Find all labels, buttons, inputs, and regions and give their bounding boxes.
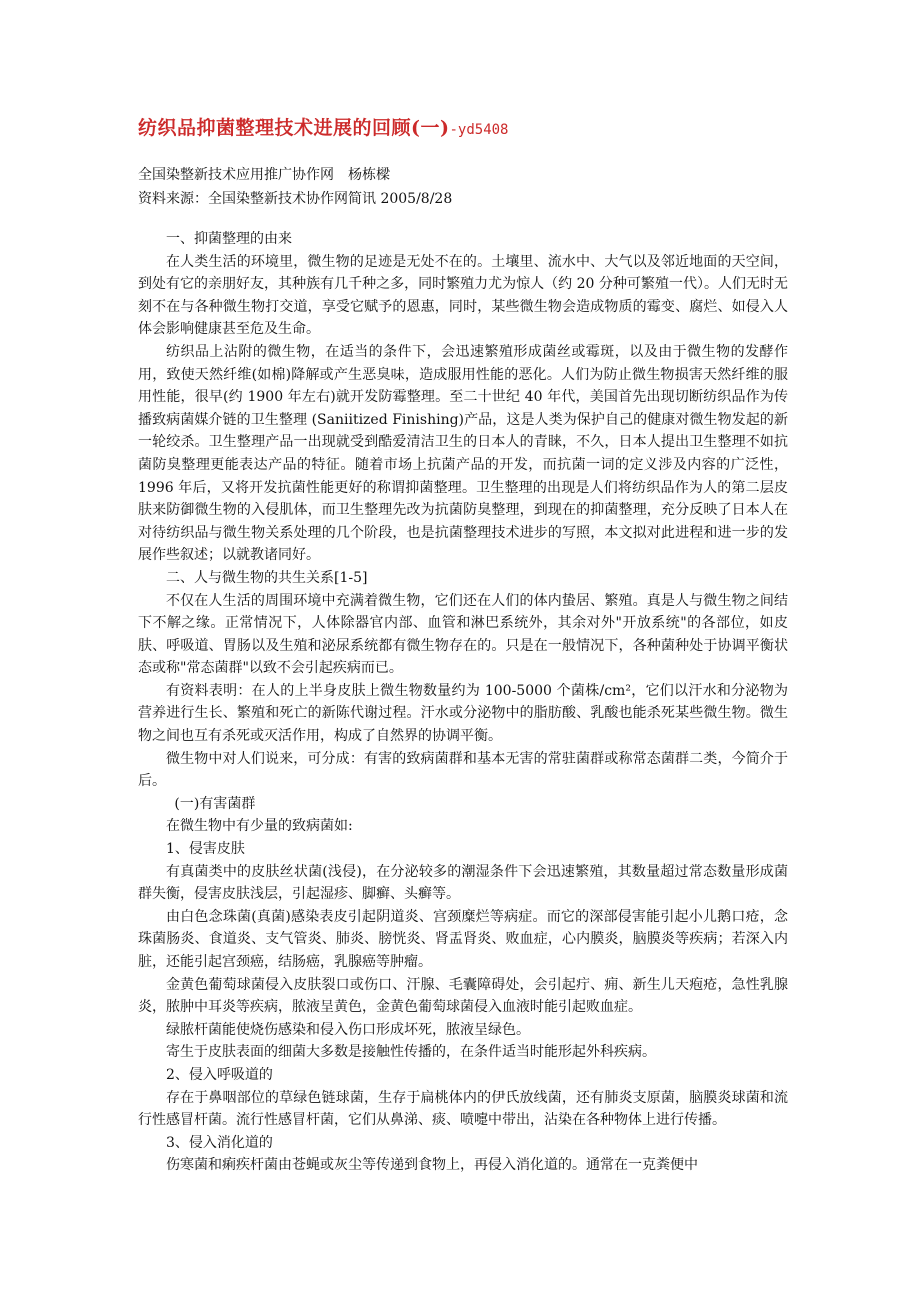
section-heading: 二、人与微生物的共生关系[1-5] — [166, 569, 368, 586]
author-line: 全国染整新技术应用推广协作网 杨栋樑 — [138, 167, 390, 183]
source-line: 资料来源：全国染整新技术协作网简讯 2005/8/28 — [138, 191, 453, 207]
paragraph: 微生物中对人们说来，可分成：有害的致病菌群和基本无害的常驻菌群或称常态菌群二类，今简介于后。 — [138, 750, 788, 790]
paragraph: 寄生于皮肤表面的细菌大多数是接触性传播的，在条件适当时能形起外科疾病。 — [166, 1044, 656, 1061]
numbered-heading: 3、侵入消化道的 — [166, 1134, 273, 1151]
paragraph: 纺织品上沾附的微生物，在适当的条件下，会迅速繁殖形成菌丝或霉斑，以及由于微生物的发酵作用，致使天然纤维(如棉)降解或产生恶臭味，造成服用性能的恶化。人们为防止微生物损害天然纤维的服用性能，很早(约 1900 年左右)就开发防霉整理。至二十世纪 40 年代，美国首先出现切断纺织品作为传播致病菌媒介链的卫生整理 (Saniitized Finishing)产品，这是人类为保护自己的健康对微生物发起的新一轮绞杀。卫生整理产品一出现就受到酷爱清洁卫生的日本人的青睐，不久，日本人提出卫生整理不如抗菌防臭整理更能表达产品的特征。随着市场上抗菌产品的开发，而抗菌一词的定义涉及内容的广泛性，1996 年后，又将开发抗菌性能更好的称谓抑菌整理。卫生整理的出现是人们将纺织品作为人的第二层皮肤来防御微生物的入侵肌体，而卫生整理先改为抗菌防臭整理，到现在的抑菌整理，充分反映了日本人在对待纺织品与微生物关系处理的几个阶段，也是抗菌整理技术进步的写照，本文拟对此进程和进一步的发展作些叙述；以就教诸同好。 — [138, 343, 788, 564]
paragraph: 不仅在人生活的周围环境中充满着微生物，它们还在人们的体内蛰居、繁殖。真是人与微生物之间结下不解之缘。正常情况下，人体除器官内部、血管和淋巴系统外，其余对外"开放系统"的各部位，如皮肤、呼吸道、胃肠以及生殖和泌尿系统都有微生物存在的。只是在一般情况下，各种菌种处于协调平衡状态或称"常态菌群"以致不会引起疾病而已。 — [138, 592, 788, 677]
document-title — [138, 113, 509, 140]
title-text: 纺织品抑菌整理技术进展的回顾(一) — [138, 117, 450, 139]
paragraph: 伤寒菌和痢疾杆菌由苍蝇或灰尘等传递到食物上，再侵入消化道的。通常在一克粪便中 — [166, 1157, 698, 1174]
document-meta — [138, 163, 452, 211]
paragraph: 在微生物中有少量的致病菌如: — [166, 818, 353, 835]
paragraph: 由白色念珠菌(真菌)感染表皮引起阴道炎、宫颈糜烂等病症。而它的深部侵害能引起小儿鹅口疮，念珠菌肠炎、食道炎、支气管炎、肺炎、膀恍炎、肾盂肾炎、败血症，心内膜炎，脑膜炎等疾病；若深入内脏，还能引起宫颈癌，结肠癌，乳腺癌等肿瘤。 — [138, 908, 788, 970]
paragraph: 有资料表明：在人的上半身皮肤上微生物数量约为 100-5000 个菌株/cm²，它们以汗水和分泌物为营养进行生长、繁殖和死亡的新陈代谢过程。汗水或分泌物中的脂肪酸、乳酸也能杀死某些微生物。微生物之间也互有杀死或灭活作用，构成了自然界的协调平衡。 — [138, 682, 788, 745]
paragraph: 有真菌类中的皮肤丝状菌(浅侵)，在分泌较多的潮湿条件下会迅速繁殖，其数量超过常态数量形成菌群失衡，侵害皮肤浅层，引起湿疹、脚癣、头癣等。 — [138, 863, 788, 903]
numbered-heading: 2、侵入呼吸道的 — [166, 1066, 273, 1083]
article-body — [138, 228, 788, 1177]
paragraph: 存在于鼻咽部位的草绿色链球菌，生存于扁桃体内的伊氏放线菌，还有肺炎支原菌，脑膜炎球菌和流行性感冒杆菌。流行性感冒杆菌，它们从鼻涕、痰、喷嚏中带出，沾染在各种物体上进行传播。 — [138, 1089, 788, 1129]
paragraph: 在人类生活的环境里，微生物的足迹是无处不在的。土壤里、流水中、大气以及邻近地面的天空间，到处有它的亲朋好友，其种族有几千种之多，同时繁殖力尤为惊人（约 20 分种可繁殖一代）。人们无时无刻不在与各种微生物打交道，享受它赋予的恩惠，同时，某些微生物会造成物质的霉变、腐烂、如侵入人体会影响健康甚至危及生命。 — [138, 253, 788, 338]
numbered-heading: 1、侵害皮肤 — [166, 841, 245, 858]
paragraph: 绿脓杆菌能使烧伤感染和侵入伤口形成坏死，脓液呈绿色。 — [166, 1021, 530, 1038]
section-heading: 一、抑菌整理的由来 — [166, 231, 292, 247]
paragraph: 金黄色葡萄球菌侵入皮肤裂口或伤口、汗腺、毛囊障碍处，会引起疔、痈、新生儿天疱疮，急性乳腺炎，脓肿中耳炎等疾病，脓液呈黄色，金黄色葡萄球菌侵入血液时能引起败血症。 — [138, 976, 788, 1016]
subsection-heading: (一)有害菌群 — [174, 795, 256, 812]
title-suffix: -yd5408 — [449, 122, 509, 138]
